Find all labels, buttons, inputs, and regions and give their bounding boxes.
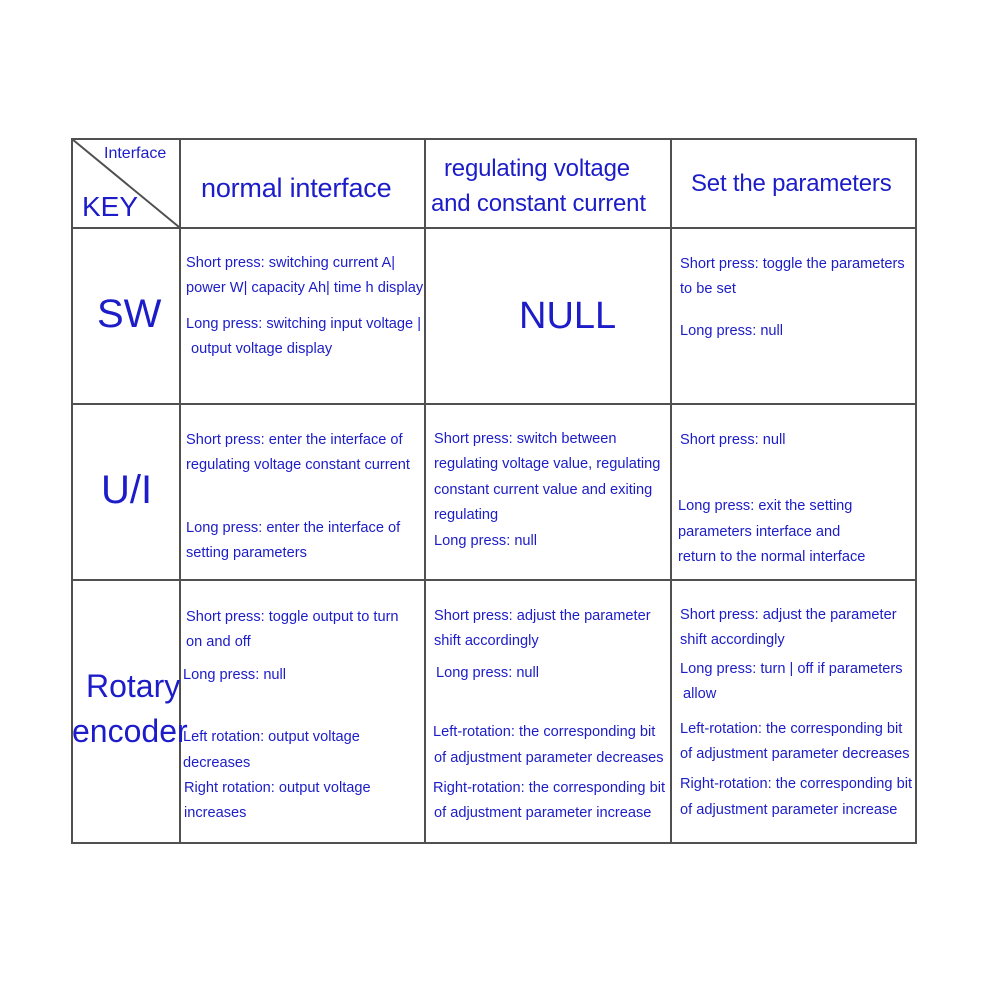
table-border-top <box>71 138 917 140</box>
cell-rotary-normal: Short press: toggle output to turn on and off Long press: null Left rotation: output voltage decreases Right rotation: output voltage increases <box>183 609 399 822</box>
row-divider-ui <box>71 579 917 581</box>
key-sw: SW <box>97 292 162 336</box>
column-divider-3 <box>670 138 672 844</box>
corner-key-label: KEY <box>82 191 139 222</box>
header-regulating-line1: regulating voltage <box>444 155 630 182</box>
header-set-parameters: Set the parameters <box>691 170 892 197</box>
cell-ui-set: Short press: null Long press: exit the setting parameters interface and return to the normal interface <box>678 432 866 566</box>
table-border-right <box>915 138 917 844</box>
header-normal-interface: normal interface <box>201 173 392 203</box>
corner-interface-label: Interface <box>104 145 167 162</box>
cell-rotary-set: Short press: adjust the parameter shift accordingly Long press: turn | off if parameters allow Left-rotation: the corresponding bit of adjustment parameter decreases Right-rotation: the corresponding bit of adjustment parameter increase <box>680 607 913 818</box>
row-divider-sw <box>71 403 917 405</box>
cell-sw-normal: Short press: switching current A| power W| capacity Ah| time h display Long press: switching input voltage | output voltage display <box>186 255 424 358</box>
table-border-bottom <box>71 842 917 844</box>
key-ui: U/I <box>101 468 153 512</box>
cell-ui-regulating: Short press: switch between regulating voltage value, regulating constant current value and exiting regulating Long press: null <box>434 431 661 549</box>
key-rotary-line1: Rotary <box>86 668 181 704</box>
key-rotary-line2: encoder <box>72 713 188 749</box>
header-regulating-line2: and constant current <box>431 190 646 217</box>
cell-ui-normal: Short press: enter the interface of regulating voltage constant current Long press: enter the interface of setting parameters <box>186 432 410 562</box>
cell-rotary-regulating: Short press: adjust the parameter shift accordingly Long press: null Left-rotation: the corresponding bit of adjustment parameter decreases Right-rotation: the corresponding bit of adjustment parameter increase <box>433 608 666 822</box>
column-divider-2 <box>424 138 426 844</box>
cell-sw-regulating-null: NULL <box>519 295 617 337</box>
header-divider <box>71 227 917 229</box>
cell-sw-set: Short press: toggle the parameters to be set Long press: null <box>680 256 905 339</box>
